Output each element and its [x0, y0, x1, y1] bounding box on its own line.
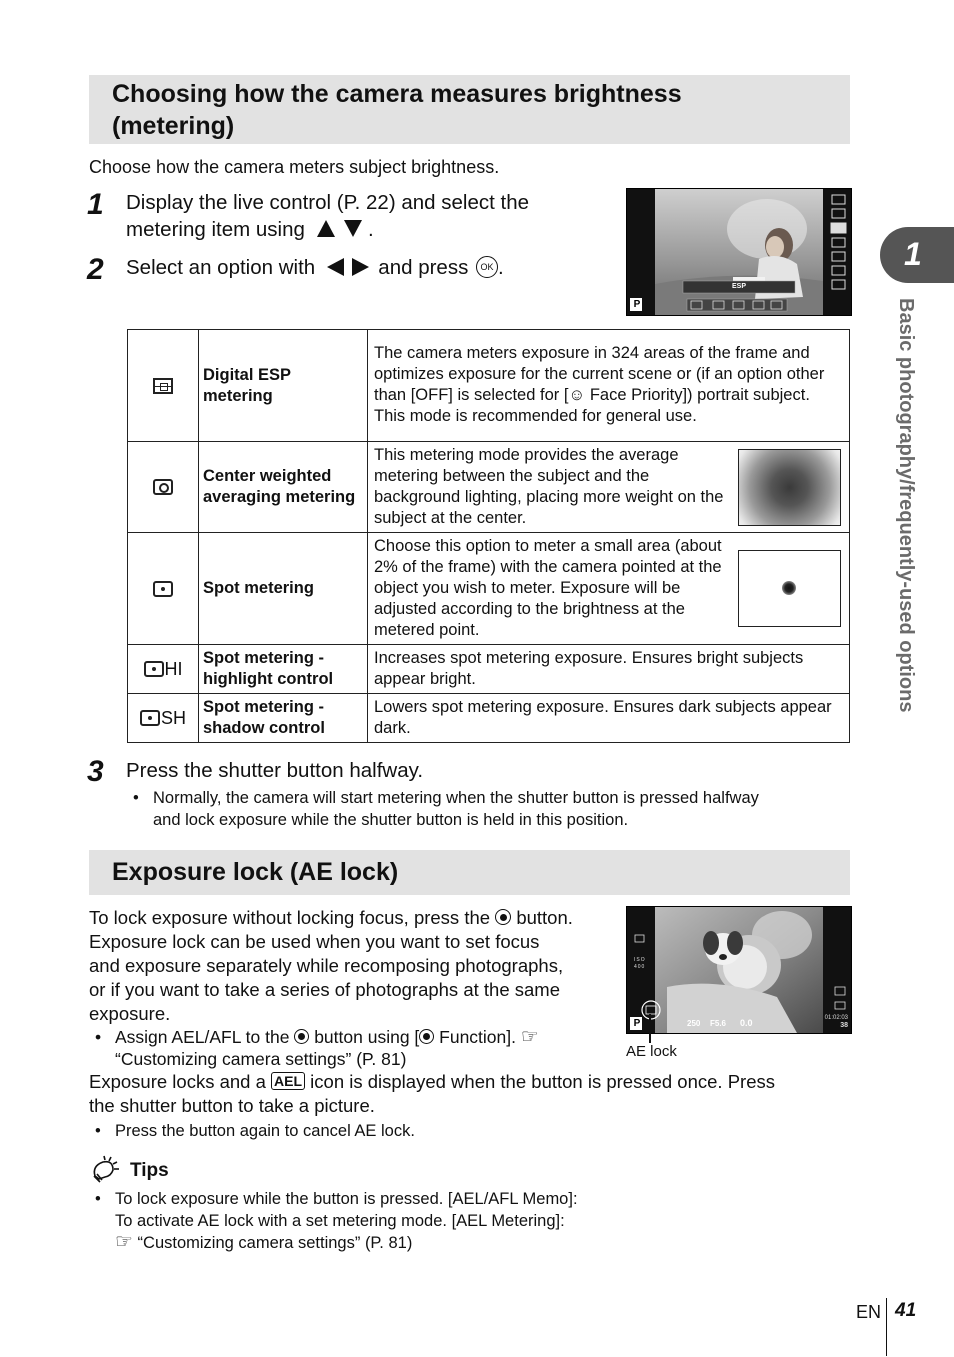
table-row — [128, 645, 850, 694]
ae-lock-screen — [626, 906, 852, 1034]
ae-lock-photo — [627, 907, 851, 1033]
ae-lock-p1-line1 — [89, 906, 573, 930]
table-row — [128, 330, 850, 442]
step-1-line2 — [126, 216, 529, 243]
ae-lock-b1-mid: button using [ — [314, 1027, 420, 1047]
spot-hi-suffix: HI — [164, 658, 183, 679]
ae-screen-aperture: F5.6 — [710, 1019, 727, 1028]
bullet-dot: • — [95, 1027, 102, 1047]
ae-lock-bullet-2 — [95, 1120, 415, 1142]
live-control-mode: P — [633, 299, 641, 310]
step-3-note-line1: Normally, the camera will start metering when the shutter button is pressed halfway — [153, 789, 759, 807]
step-1-line2-text: metering item using — [126, 218, 305, 241]
table-row — [128, 442, 850, 533]
ae-lock-p1-line3: and exposure separately while recomposing photographs, — [89, 955, 564, 976]
metering-title-line1: Choosing how the camera measures brightness — [112, 80, 682, 108]
metering-mode-name: Spot metering - highlight control — [199, 645, 368, 694]
ae-lock-b1-line2: “Customizing camera settings” (P. 81) — [115, 1049, 407, 1069]
step-1-line1: Display the live control (P. 22) and select the — [126, 191, 530, 214]
center-weighted-icon — [153, 479, 173, 495]
metering-mode-description: Increases spot metering exposure. Ensures bright subjects appear bright. — [374, 648, 804, 688]
tips-title: Tips — [130, 1160, 169, 1181]
ae-lock-caption: AE lock — [626, 1043, 677, 1060]
bullet-dot: • — [133, 789, 139, 807]
step-2-mid: and press — [378, 256, 469, 279]
ae-lock-p1-line2: Exposure lock can be used when you want to set focus — [89, 931, 540, 952]
tips-line3-row — [115, 1232, 578, 1254]
fn-button-icon — [294, 1029, 309, 1044]
ae-screen-shots: 38 — [840, 1022, 848, 1029]
step-1-number: 1 — [87, 188, 104, 221]
spot-sh-icon — [140, 710, 160, 726]
footer-lang: EN — [856, 1302, 882, 1322]
live-control-photo — [627, 189, 851, 315]
ae-lock-callout-line — [649, 1014, 651, 1043]
metering-mode-name: Spot metering — [199, 533, 368, 645]
tips-line3: “Customizing camera settings” (P. 81) — [137, 1234, 413, 1252]
metering-mode-description: Lowers spot metering exposure. Ensures dark subjects appear dark. — [374, 697, 832, 737]
ae-lock-p1-line4: or if you want to take a series of photographs at the same — [89, 979, 560, 1000]
metering-intro: Choose how the camera meters subject brightness. — [89, 157, 500, 177]
ae-lock-paragraph-2 — [89, 1070, 775, 1118]
step-3-note-line2: and lock exposure while the shutter button is held in this position. — [153, 811, 629, 829]
ae-lock-section-header — [89, 850, 850, 895]
ae-lock-b2-text: Press the button again to cancel AE lock. — [115, 1122, 415, 1140]
step-1-text — [126, 189, 529, 243]
spot-hi-icon — [144, 661, 164, 677]
metering-table — [127, 329, 850, 743]
metering-mode-description: Choose this option to meter a small area (about 2% of the frame) with the camera pointed at the object you wish to meter. Exposure will be adjusted according to the brightness at the metered point. — [374, 536, 722, 639]
metering-section-header — [89, 75, 850, 144]
fn-button-icon — [495, 909, 511, 925]
digital-esp-icon — [153, 378, 173, 394]
live-control-screen — [626, 188, 852, 316]
reference-hand-icon: ☞ — [115, 1231, 133, 1253]
metering-mode-name: Spot metering - shadow control — [199, 694, 368, 743]
chapter-tab[interactable] — [880, 227, 954, 283]
fn-button-icon — [419, 1029, 434, 1044]
up-arrow-icon — [317, 220, 335, 237]
ae-screen-shutter: 250 — [687, 1019, 701, 1028]
down-arrow-icon — [344, 220, 362, 237]
metering-mode-description: This metering mode provides the average metering between the subject and the background lighting, placing more weight on the subject at the center. — [374, 445, 724, 527]
table-row — [128, 694, 850, 743]
lightbulb-icon — [89, 1152, 125, 1184]
step-3-number: 3 — [87, 755, 104, 788]
metering-mode-name: Center weighted averaging metering — [199, 442, 368, 533]
ae-lock-bullet-1 — [95, 1026, 539, 1070]
ae-lock-title: Exposure lock (AE lock) — [112, 858, 399, 886]
live-control-selected-label: ESP — [731, 283, 746, 290]
ae-lock-paragraph-1 — [89, 906, 573, 1026]
table-row — [128, 533, 850, 645]
ae-screen-iso-label: ISO — [634, 957, 646, 963]
ae-lock-b1-text: Assign AEL/AFL to the — [115, 1027, 290, 1047]
tips-line1: To lock exposure while the button is pressed. [AEL/AFL Memo]: — [115, 1190, 578, 1208]
chapter-title: Basic photography/frequently-used options — [895, 298, 917, 713]
metering-mode-name: Digital ESP metering — [199, 330, 368, 442]
spot-icon — [153, 581, 173, 597]
ae-lock-b1-line1 — [115, 1026, 539, 1048]
step-2-end: . — [498, 256, 504, 279]
chapter-number: 1 — [904, 236, 922, 272]
ae-lock-p2-line2: the shutter button to take a picture. — [89, 1095, 375, 1116]
step-3-text: Press the shutter button halfway. — [126, 759, 424, 782]
spot-sh-suffix: SH — [160, 707, 186, 728]
footer-divider — [886, 1298, 887, 1356]
center-weighted-diagram — [738, 449, 841, 526]
step-2-text — [126, 254, 504, 281]
reference-hand-icon: ☞ — [520, 1026, 539, 1048]
ae-lock-b1-end: Function]. — [439, 1027, 517, 1047]
tips-bullet — [95, 1188, 578, 1254]
ae-screen-time: 01:02:03 — [824, 1015, 848, 1021]
step-2-pre: Select an option with — [126, 256, 316, 279]
metering-mode-description: The camera meters exposure in 324 areas of the frame and optimizes exposure for the current scene or (if an option other than [OFF] is selected for [☺ Face Priority]) portrait subject. This mode is recommended for general use. — [374, 344, 825, 425]
ae-lock-p1-line1-text: To lock exposure without locking focus, press the — [89, 907, 491, 928]
ael-icon: AEL — [271, 1072, 305, 1090]
ae-lock-p2-end: icon is displayed when the button is pressed once. Press — [310, 1071, 775, 1092]
ae-lock-p2-text: Exposure locks and a — [89, 1071, 266, 1092]
right-arrow-icon — [352, 258, 369, 276]
chapter-title-vertical — [882, 298, 930, 788]
spot-diagram — [738, 550, 841, 627]
tips-line2: To activate AE lock with a set metering mode. [AEL Metering]: — [115, 1212, 565, 1230]
ae-lock-p1-line5: exposure. — [89, 1003, 171, 1024]
bullet-dot: • — [95, 1122, 101, 1140]
bullet-dot: • — [95, 1190, 101, 1208]
step-3-note — [133, 787, 759, 831]
page-number: 41 — [895, 1300, 917, 1321]
left-arrow-icon — [327, 258, 344, 276]
metering-title-line2: (metering) — [112, 112, 235, 140]
step-1-line2-end: . — [368, 218, 374, 241]
ae-screen-exposure: 0.0 — [740, 1018, 753, 1028]
ae-lock-p2-line1 — [89, 1070, 775, 1094]
ae-screen-iso-value: 400 — [634, 964, 646, 970]
ae-lock-p1-line1-end: button. — [516, 907, 573, 928]
step-2-number: 2 — [87, 253, 104, 286]
ok-button-icon: OK — [476, 256, 498, 278]
ae-screen-mode: P — [633, 1018, 641, 1029]
